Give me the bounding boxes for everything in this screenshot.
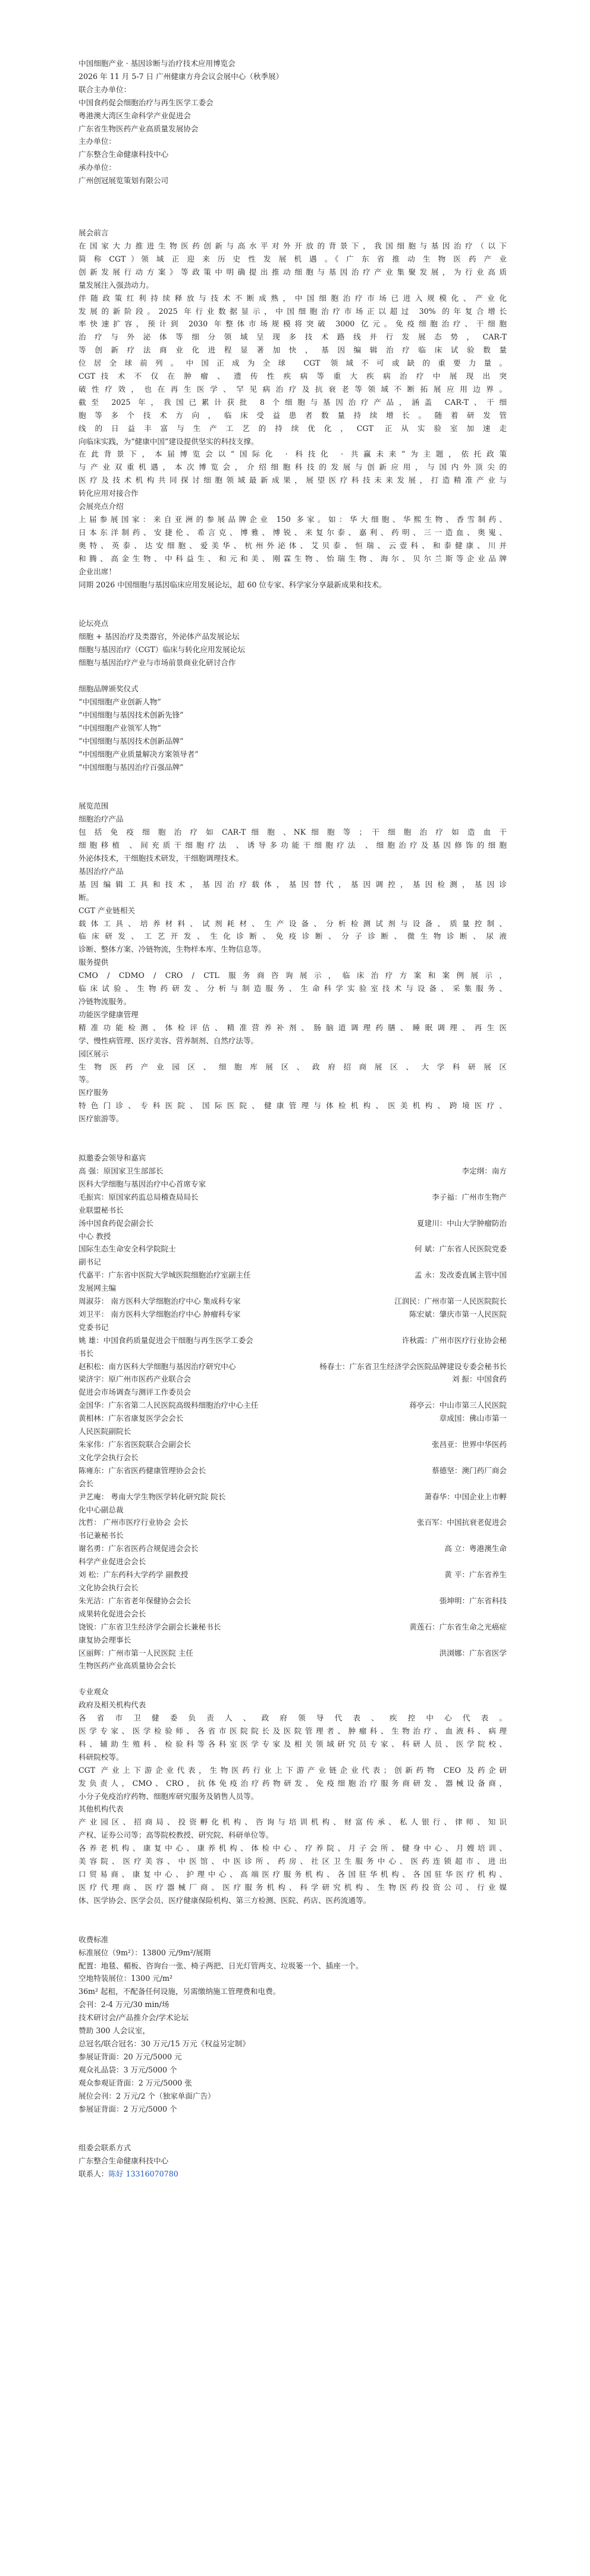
fee-line: 参展证背面：20 万元/5000 元 bbox=[79, 2052, 182, 2061]
fee-line: 技术研讨会/产品推介会/学术论坛 bbox=[79, 2013, 189, 2023]
committee-member-left: 饶锐：广东省卫生经济学会副会长兼秘书长 bbox=[79, 1622, 221, 1631]
paragraph-line: 企业出席！ bbox=[79, 567, 116, 576]
committee-member-left: 医科大学细胞与基因治疗中心首席专家 bbox=[79, 1179, 206, 1188]
paragraph-line: CGT 技 术 不 仅 在 肿 瘤 、 遗 传 性 疾 病 等 重 大 疾 病 治 疗 中 展 现 出 突 bbox=[79, 372, 507, 381]
committee-row bbox=[79, 1230, 507, 1243]
committee-member-right: 孟 永：发改委直属主管中国 bbox=[414, 1270, 507, 1280]
committee-member-left: 文化协会执行会长 bbox=[79, 1583, 139, 1592]
committee-row bbox=[79, 1373, 507, 1386]
audience-line: 各养老机构、康复中心、康养机构、体检中心、疗养院、月子会所、健身中心、月嫂培训、 bbox=[79, 1844, 507, 1853]
scope-line: 载体工具、培养材料、试剂耗材、生产设备、分析检测试剂与设备、质量控制、 bbox=[79, 919, 507, 928]
committee-member-left: 发展网主编 bbox=[79, 1284, 116, 1293]
closing-line: 同期 2026 中国细胞与基因临床应用发展论坛，超 60 位专家、科学家分享最新成果和技术。 bbox=[79, 580, 387, 589]
contact-person-label: 联系人： bbox=[79, 2169, 109, 2179]
committee-member-right: 江润民：广州市第一人民医院院长 bbox=[394, 1297, 507, 1306]
scope-line: 医疗旅游等。 bbox=[79, 1114, 124, 1124]
committee-row bbox=[79, 1555, 507, 1568]
committee-row bbox=[79, 1165, 507, 1178]
contact-org: 广东整合生命健康科技中心 bbox=[79, 2156, 169, 2166]
audience-section bbox=[79, 1685, 507, 1907]
paragraph-line: 和腾、高金生物、中科益生、和元和美、刚霖生物、怡瑞生物、海尔、贝尔兰斯等企业品牌 bbox=[79, 553, 507, 563]
committee-row bbox=[79, 1386, 507, 1399]
committee-row bbox=[79, 1529, 507, 1542]
audience-line: 医学专家、医学检验师、各省市医院院长及医院管理者、肿瘤科、生物治疗、血液科、病理 bbox=[79, 1726, 507, 1736]
section-heading: 拟邀委会领导和嘉宾 bbox=[79, 1153, 146, 1163]
committee-member-left: 姚 雄：中国食药质量促进会干细胞与再生医学工委会 bbox=[79, 1335, 253, 1345]
fee-line: 赞助 300 人会议室， bbox=[79, 2026, 150, 2036]
audience-line: 医疗代理商、医疗器械厂商、医疗服务机构、科学研究机构、生物医药投资公司、行业媒 bbox=[79, 1882, 507, 1892]
awards-section bbox=[79, 682, 507, 773]
committee-member-left: 成果转化促进会会长 bbox=[79, 1609, 146, 1618]
committee-member-right: 萧春华：中国企业上市孵 bbox=[424, 1492, 507, 1501]
award-item: “中国细胞与基因技术创新品牌” bbox=[79, 736, 184, 746]
committee-row bbox=[79, 1217, 507, 1230]
contact-section bbox=[79, 2141, 507, 2181]
intro-paragraph bbox=[79, 240, 507, 292]
committee-row bbox=[79, 1334, 507, 1347]
committee-row bbox=[79, 1542, 507, 1555]
section-heading: 专业观众 bbox=[79, 1687, 109, 1697]
award-item: “中国细胞产业创新人物” bbox=[79, 697, 161, 706]
committee-row bbox=[79, 1243, 507, 1256]
audience-line: 小分子免疫治疗药物、细胞库研究服务及销售人员等。 bbox=[79, 1791, 259, 1801]
award-item: “中国细胞与基因技术创新先锋” bbox=[79, 710, 184, 719]
committee-member-left: 朱光洁：广东省老年保健协会会长 bbox=[79, 1596, 191, 1605]
committee-member-left: 业联盟秘书长 bbox=[79, 1205, 124, 1215]
fee-line: 会刊：2-4 万元/30 min/场 bbox=[79, 2000, 170, 2009]
committee-member-right: 黄莲石：广东省生命之光癌症 bbox=[409, 1622, 507, 1631]
committee-member-right: 高 立：粤港澳生命 bbox=[444, 1544, 507, 1553]
scope-line: 临床试验、生物药研发、分析与制造服务、生命科学实验室技术与设备、采集服务、 bbox=[79, 984, 507, 993]
paragraph-line: 向临床实践，为“健康中国”建设提供坚实的科技支撑。 bbox=[79, 436, 259, 446]
scope-section bbox=[79, 800, 507, 1125]
committee-row bbox=[79, 1295, 507, 1308]
committee-member-right: 夏建川：中山大学肿瘤防治 bbox=[416, 1218, 507, 1228]
audience-line: 美容院、医疗美容、中医馆、中医诊所、药房、社区卫生服务中心、医药连锁超市、进出 bbox=[79, 1857, 507, 1866]
committee-member-right: 章成国：佛山市第一 bbox=[439, 1414, 507, 1423]
scope-line: 基因编辑工具和技术，基因治疗载体，基因替代，基因调控，基因检测，基因诊 bbox=[79, 879, 507, 889]
committee-member-left: 科学产业促进会会长 bbox=[79, 1557, 146, 1567]
contact-person-name: 陈好 bbox=[108, 2169, 124, 2179]
paragraph-line: 治疗与外泌体等细分领域呈现多技术路线并行发展态势，CAR-T bbox=[79, 332, 507, 342]
award-item: “中国细胞产业领军人物” bbox=[79, 723, 161, 732]
expo-dates: 2026 年 11 月 5-7 日 广州健康方舟会议会展中心（秋季展） bbox=[79, 71, 284, 81]
committee-member-right: 蒋亭云：中山市第三人民医院 bbox=[409, 1401, 507, 1410]
committee-member-right: 李定纲：南方 bbox=[462, 1166, 507, 1175]
subsection-heading: 会展亮点介绍 bbox=[79, 502, 124, 511]
organizer-name: 广东整合生命健康科技中心 bbox=[79, 150, 169, 159]
forum-item: 细胞与基因治疗产业与市场前景商业化研讨合作 bbox=[79, 658, 236, 668]
forum-section bbox=[79, 617, 507, 669]
committee-row bbox=[79, 1490, 507, 1504]
committee-row bbox=[79, 1516, 507, 1529]
paragraph-line: 日本东洋制药、安捷伦、希言克、博雅、博锐、来复尔泰、嘉利、药明、三一造血、奥嵬、 bbox=[79, 527, 507, 537]
market-paragraph bbox=[79, 292, 507, 448]
committee-row bbox=[79, 1504, 507, 1517]
paragraph-line: 发展的新阶段。2025 年行业数据显示，中国细胞治疗市场正以超过 30% 的年复合增长 bbox=[79, 306, 507, 316]
paragraph-line: 医疗及技术机构共同探讨细胞领域最新成果，展望医疗科技未来发展，打造精准产业与 bbox=[79, 476, 507, 485]
scope-line: 学、慢性病管理、医疗美容、营养制剂、自然疗法等。 bbox=[79, 1036, 259, 1045]
scope-line: 冷链物流服务。 bbox=[79, 997, 131, 1006]
scope-line: 诊断、整体方案、冷链物流，生物样本库、生物信息等。 bbox=[79, 945, 266, 954]
co-organizers-label: 联合主办单位： bbox=[79, 84, 131, 94]
committee-member-right: 張坤明：广东省科技 bbox=[439, 1596, 507, 1605]
paragraph-line: 等创新疗法商业化进程显著加快，基因编辑治疗临床试验数量 bbox=[79, 345, 507, 355]
forum-item: 细胞 + 基因治疗及类器官，外泌体产品发展论坛 bbox=[79, 632, 240, 641]
audience-group-title: 政府及相关机构代表 bbox=[79, 1700, 146, 1710]
paragraph-line: 与产业双重机遇，本次博览会，介绍细胞科技的发展与创新应用，与国内外顶尖的 bbox=[79, 463, 507, 472]
paragraph-line: 简 称 CGT ）领 域 正 迎 来 历 史 性 发 展 机 遇 。《 广 东 省 推 动 生 物 医 药 产 业 bbox=[79, 254, 507, 263]
fee-line: 展位会刊：2 万元/2 个（独家单面广告） bbox=[79, 2091, 215, 2100]
scope-line: 包 括 免 疫 细 胞 治 疗 如 CAR-T 细 胞 、NK 细 胞 等 ； 干 细 胞 治 疗 如 造 血 干 bbox=[79, 828, 507, 837]
committee-row bbox=[79, 1269, 507, 1282]
award-item: “中国细胞与基因治疗百强品牌” bbox=[79, 762, 184, 772]
committee-row bbox=[79, 1191, 507, 1204]
committee-row bbox=[79, 1451, 507, 1464]
committee-row bbox=[79, 1282, 507, 1295]
co-organizer-item: 粤港澳大湾区生命科学产业促进会 bbox=[79, 111, 191, 120]
committee-row bbox=[79, 1659, 507, 1672]
scope-line: 特色门诊、专科医院、国际医院、健康管理与体检机构、医美机构、跨境医疗、 bbox=[79, 1101, 507, 1111]
committee-row bbox=[79, 1347, 507, 1360]
paragraph-line: 量发展注入强劲动力。 bbox=[79, 280, 153, 290]
section-heading: 展会前言 bbox=[79, 228, 109, 238]
committee-member-right: 许秋霞：广州市医疗行业协会秘 bbox=[401, 1335, 507, 1345]
committee-member-left: 刘 松：广东药科大学药学 副教授 bbox=[79, 1570, 189, 1580]
committee-member-right: 何 斌：广东省人民医院党委 bbox=[414, 1244, 507, 1254]
paragraph-line: 位居全球前列。中国正成为全球 CGT 领域不可或缺的重要力量。 bbox=[79, 358, 507, 368]
committee-member-left: 毛振宾：原国家药监总局稽查局局长 bbox=[79, 1192, 199, 1201]
committee-member-left: 国际生态生命安全科学院院士 bbox=[79, 1244, 176, 1254]
committee-member-left: 党委书记 bbox=[79, 1322, 109, 1332]
fee-line: 参展证背面：2 万元/5000 个 bbox=[79, 2104, 177, 2113]
committee-row bbox=[79, 1178, 507, 1191]
committee-row bbox=[79, 1594, 507, 1608]
committee-member-left: 文化学会执行会长 bbox=[79, 1452, 139, 1462]
committee-member-right: 蔡德坚：澳门药厂商会 bbox=[432, 1465, 507, 1475]
scope-category-title: 细胞治疗产品 bbox=[79, 814, 124, 824]
paragraph-line: 线的日益丰富与生产工艺的持续优化，CGT 正从实验室加速走 bbox=[79, 423, 507, 433]
committee-row bbox=[79, 1360, 507, 1373]
committee-member-left: 金国华：广东省第二人民医院高级科细胞治疗中心主任 bbox=[79, 1401, 259, 1410]
co-organizer-item: 广东省生物医药产业高质量发展协会 bbox=[79, 124, 199, 133]
fee-line: 空地特装展位：1300 元/m² bbox=[79, 1974, 173, 1983]
audience-group-title: 其他机构代表 bbox=[79, 1804, 124, 1814]
paragraph-line: 破性疗效，也在再生医学、罕见病治疗及抗衰老等领域不断拓展应用边界。 bbox=[79, 384, 507, 394]
committee-member-left: 区丽辉：广州市第一人民医院 主任 bbox=[79, 1648, 193, 1657]
header-section bbox=[79, 57, 507, 187]
paragraph-line: 率快速扩容，预计到 2030 年整体市场规模将突破 3000 亿元。免疫细胞治疗、干细胞 bbox=[79, 319, 507, 329]
audience-line: 各省市卫健委负责人、政府领导代表、疾控中心代表。 bbox=[79, 1713, 507, 1723]
committee-member-left: 中心 教授 bbox=[79, 1231, 111, 1241]
scope-line: 外泌体技术，干细胞技术研发，干细胞调理技术。 bbox=[79, 854, 244, 863]
fee-line: 观众参观证背面：2 万元/5000 张 bbox=[79, 2078, 192, 2087]
committee-list bbox=[79, 1165, 507, 1672]
scope-line: 精准功能检测、体检评估、精准营养补剂、肠脑道调理药膳、睡眠调理、再生医 bbox=[79, 1023, 507, 1032]
committee-member-left: 沈哲： 广州市医疗行业协会 会长 bbox=[79, 1518, 189, 1527]
scope-category-title: 基因治疗产品 bbox=[79, 866, 124, 876]
fee-line: 总冠名/联合冠名：30 万元/15 万元《权益另定制》 bbox=[79, 2039, 250, 2048]
fee-line: 观众礼品袋：3 万元/5000 个 bbox=[79, 2065, 177, 2074]
audience-line: 体、医学协会、医学会员、医疗健康保险机构、第三方检测、医院、药店、医药流通等。 bbox=[79, 1895, 371, 1905]
committee-row bbox=[79, 1399, 507, 1412]
forum-item: 细胞与基因治疗（CGT）临床与转化应用发展论坛 bbox=[79, 645, 245, 655]
scope-subtitle: 园区展示 bbox=[79, 1049, 109, 1058]
committee-member-left: 尹艺庵： 粤南大学生物医学转化研究院 院长 bbox=[79, 1492, 226, 1501]
fee-line: 配置：地毯、楣板、咨询台一张、椅子两把、日光灯管两支、垃圾篓一个、插座一个。 bbox=[79, 1961, 363, 1970]
committee-row bbox=[79, 1425, 507, 1438]
paragraph-line: 伴随政策红利持续释放与技术不断成熟，中国细胞治疗市场已进入规模化、产业化 bbox=[79, 293, 507, 303]
committee-row bbox=[79, 1634, 507, 1647]
committee-row bbox=[79, 1308, 507, 1321]
paragraph-line: 上届参展国家：来自亚洲的参展品牌企业 150 多家。如：华大细胞、华熙生物、香雪制药、 bbox=[79, 515, 507, 524]
paragraph-line: 创新发展行动方案》等政策中明确提出推动细胞与基因治疗产业集聚发展，为行业高质 bbox=[79, 267, 507, 276]
audience-line: 产权、证券公司等；高等院校教授、研究院、科研单位等。 bbox=[79, 1830, 274, 1840]
committee-row bbox=[79, 1438, 507, 1451]
background-section bbox=[79, 227, 507, 591]
committee-member-left: 会长 bbox=[79, 1479, 94, 1488]
document-title: 中国细胞产业 · 基因诊断与治疗技术应用博览会 bbox=[79, 59, 236, 68]
scope-subtitle: 服务提供 bbox=[79, 958, 109, 967]
committee-member-left: 赵积松：南方医科大学细胞与基因治疗研究中心 bbox=[79, 1361, 236, 1371]
committee-member-left: 化中心副总裁 bbox=[79, 1505, 124, 1514]
paragraph-line: 胞等多个技术方向，临床受益患者数量持续增长。随着研发管 bbox=[79, 410, 507, 420]
committee-member-left: 刘卫平： 南方医科大学细胞治疗中心 肿瘤科专家 bbox=[79, 1309, 241, 1319]
scope-line: 临床研发、工艺开发、生化诊断、免疫诊断、分子诊断、微生物诊断、尿液 bbox=[79, 932, 507, 941]
co-organizer-item: 中国食药促会细胞治疗与再生医学工委会 bbox=[79, 97, 214, 107]
committee-row bbox=[79, 1464, 507, 1477]
committee-member-left: 高 强：原国家卫生部部长 bbox=[79, 1166, 164, 1175]
committee-member-right: 张昌亚：世界中华医药 bbox=[432, 1440, 507, 1449]
committee-member-left: 陈雍东：广东省医药健康管理协会会长 bbox=[79, 1465, 206, 1475]
audience-line: 产业园区、招商局、投资孵化机构、咨询与培训机构、财富传承、私人银行、律师、知识 bbox=[79, 1817, 507, 1827]
paragraph-line: 截至 2025 年，我国已累计获批 8 个细胞与基因治疗产品，涵盖 CAR-T、干细 bbox=[79, 397, 507, 407]
fee-line: 标准展位（9m²）：13800 元/9m²/展期 bbox=[79, 1948, 211, 1957]
committee-member-right: 洪浏娜：广东省医学 bbox=[439, 1648, 507, 1657]
committee-member-right: 张百军：中国抗衰老促进会 bbox=[416, 1518, 507, 1527]
committee-row bbox=[79, 1621, 507, 1634]
committee-member-left: 周淑芬： 南方医科大学细胞治疗中心 集成科专家 bbox=[79, 1297, 241, 1306]
award-item: “中国细胞产业质量解决方案领导者” bbox=[79, 749, 199, 759]
committee-member-right: 刘 振：中国食药 bbox=[451, 1375, 507, 1384]
scope-category-title: CGT 产业链相关 bbox=[79, 905, 136, 915]
audience-line: 科、辅助生殖科、检验科等各科室医学专家及相关领域研究员专家、科研人员、医学院校、 bbox=[79, 1739, 507, 1748]
committee-row bbox=[79, 1568, 507, 1581]
committee-row bbox=[79, 1412, 507, 1425]
committee-row bbox=[79, 1647, 507, 1660]
contact-phone-link[interactable]: 13316070780 bbox=[125, 2169, 178, 2179]
committee-row bbox=[79, 1321, 507, 1334]
committee-member-left: 谢名勇：广东省医药合规促进会会长 bbox=[79, 1544, 199, 1553]
committee-row bbox=[79, 1477, 507, 1490]
scope-line: CMO / CDMO / CRO / CTL 服务商咨询展示，临床治疗方案和案例展示， bbox=[79, 971, 507, 980]
committee-member-right: 李子福：广州市生物产 bbox=[432, 1192, 507, 1201]
committee-member-left: 康复协会理事长 bbox=[79, 1635, 131, 1644]
committee-member-left: 梁济宇：原广州市医药产业联合会 bbox=[79, 1375, 191, 1384]
committee-member-left: 促进会市场调查与测评工作委员会 bbox=[79, 1388, 191, 1397]
committee-member-left: 书记兼秘书长 bbox=[79, 1531, 124, 1540]
fees-section bbox=[79, 1933, 507, 2116]
section-heading: 展览范围 bbox=[79, 801, 109, 811]
paragraph-line: 转化应用对接合作 bbox=[79, 489, 139, 498]
scope-line: 断。 bbox=[79, 892, 94, 902]
audience-line: 口贸易商、康复中心、护理中心、高端医疗服务机构、各国驻华机构、各国驻华医疗机构、 bbox=[79, 1870, 507, 1879]
scope-line: 细胞移植 、间充质干细胞疗法 、诱导多功能干细胞疗法 、细胞治疗及基因修饰的细胞 bbox=[79, 841, 507, 850]
section-heading: 组委会联系方式 bbox=[79, 2143, 131, 2153]
committee-row bbox=[79, 1204, 507, 1217]
undertaker-label: 承办单位： bbox=[79, 163, 116, 172]
fee-line: 36m² 起租，不配备任何设施，另需缴纳施工管理费和电费。 bbox=[79, 1987, 281, 1996]
scope-line: 等。 bbox=[79, 1075, 94, 1084]
scope-line: 生 物 医 药 产 业 园 区 、 细 胞 库 展 区 、 政 府 招 商 展 区 、 大 学 科 研 展 区 bbox=[79, 1062, 507, 1071]
audience-line: 发负责人，CMO、CRO，抗体免疫治疗药物研发、免疫细胞治疗服务商研发、器械设备商， bbox=[79, 1778, 507, 1788]
committee-member-left: 生物医药产业高质量协会会长 bbox=[79, 1661, 176, 1671]
paragraph-line: 在此背景下，本届博览会以“国际化 · 科技化 · 共赢未来”为主题，依托政策 bbox=[79, 449, 507, 459]
section-heading: 收费标准 bbox=[79, 1935, 109, 1944]
committee-member-left: 代嘉平：广东省中医院大学城医院细胞治疗室副主任 bbox=[79, 1270, 251, 1280]
committee-member-right: 杨春士：广东省卫生经济学会医院品牌建设专委会秘书长 bbox=[319, 1361, 507, 1371]
committee-member-left: 朱家伟：广东省医院联合会副会长 bbox=[79, 1440, 191, 1449]
committee-member-left: 书长 bbox=[79, 1348, 94, 1358]
committee-row bbox=[79, 1256, 507, 1269]
exhibitor-paragraph bbox=[79, 513, 507, 578]
paragraph-line: 在国家大力推进生物医药创新与高水平对外开放的背景下，我国细胞与基因治疗（以下 bbox=[79, 241, 507, 250]
audience-line: 科研院校等。 bbox=[79, 1752, 124, 1762]
undertaker-name: 广州创冠展览策划有限公司 bbox=[79, 176, 169, 185]
paragraph-line: 奥特、英泰、达安细胞、爱美华、杭州外泌体、艾贝泰、恒瑞、云壹科、和泰健康、川并 bbox=[79, 540, 507, 550]
committee-row bbox=[79, 1608, 507, 1621]
committee-member-left: 黄相林：广东省康复医学会会长 bbox=[79, 1414, 184, 1423]
section-heading: 论坛亮点 bbox=[79, 619, 109, 628]
committee-row bbox=[79, 1581, 507, 1594]
committee-member-right: 陈宏斌：肇庆市第一人民医院 bbox=[409, 1309, 507, 1319]
committee-member-left: 人民医院副院长 bbox=[79, 1427, 131, 1436]
scope-subtitle: 医疗服务 bbox=[79, 1088, 109, 1097]
committee-member-right: 黄 平：广东省养生 bbox=[444, 1570, 507, 1580]
committee-member-left: 汤中国食药促会副会长 bbox=[79, 1218, 153, 1228]
contact-person-row bbox=[79, 2168, 507, 2181]
organizer-label: 主办单位： bbox=[79, 137, 116, 146]
expo-theme-paragraph bbox=[79, 448, 507, 500]
scope-subtitle: 功能医学健康管理 bbox=[79, 1009, 139, 1019]
section-heading: 细胞品牌颁奖仪式 bbox=[79, 684, 139, 694]
audience-line: CGT 产业上下游企业代表，生物医药行业上下游产业链企业代表；创新药物 CEO 及药企研 bbox=[79, 1765, 507, 1775]
committee-member-left: 副书记 bbox=[79, 1257, 101, 1267]
committee-section bbox=[79, 1152, 507, 1672]
